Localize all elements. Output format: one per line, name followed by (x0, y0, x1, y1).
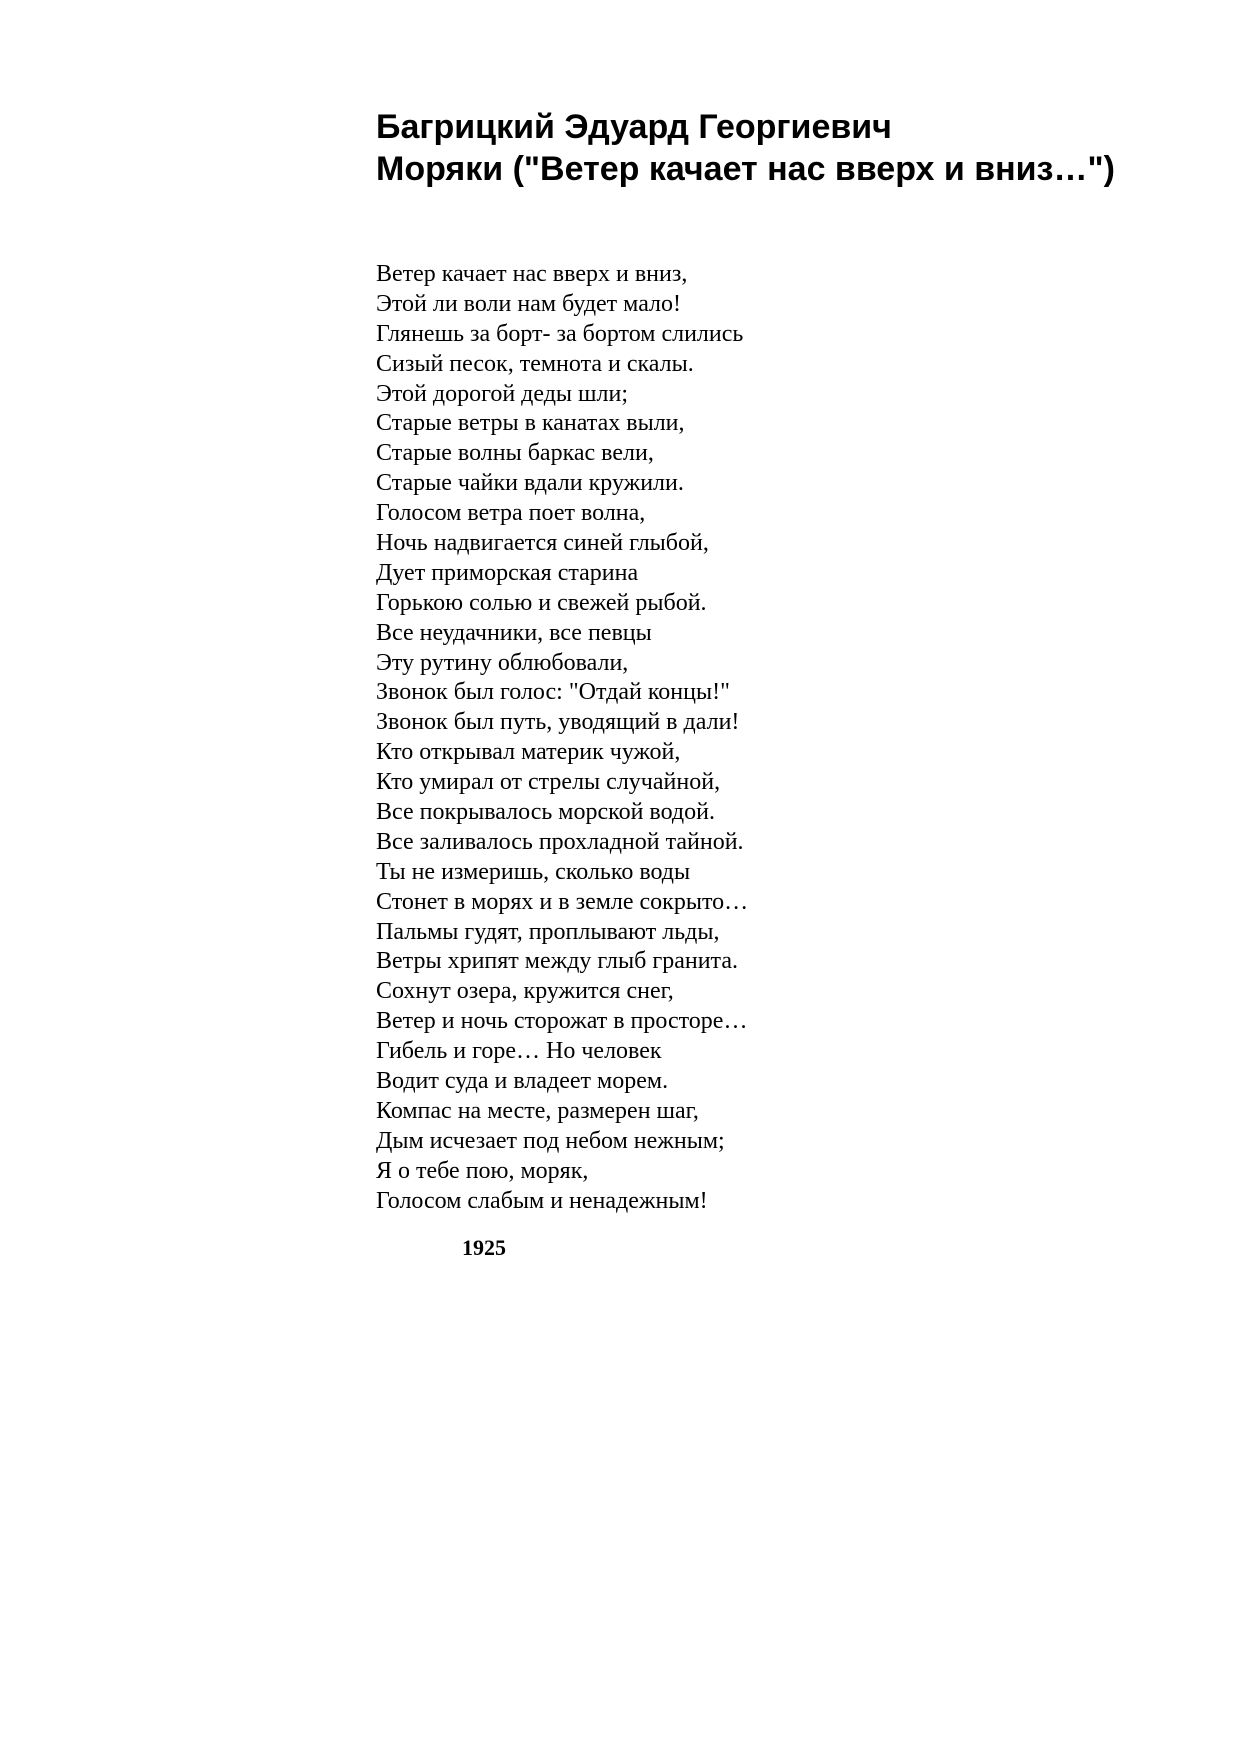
document-heading (318, 106, 1178, 190)
poem-line: Глянешь за борт- за бортом слились (376, 320, 744, 347)
poem-line: Ветры хрипят между глыб гранита. (376, 948, 738, 975)
poem-line: Звонок был путь, уводящий в дали! (376, 709, 740, 736)
poem-line: Ты не измеришь, сколько воды (376, 858, 691, 885)
poem-line: Я о тебе пою, моряк, (376, 1157, 589, 1184)
poem-line: Пальмы гудят, проплывают льды, (376, 918, 720, 945)
poem-line: Кто открывал материк чужой, (376, 739, 681, 766)
poem-line: Старые чайки вдали кружили. (376, 470, 684, 497)
poem-line: Кто умирал от стрелы случайной, (376, 769, 721, 796)
poem-line: Дует приморская старина (376, 559, 639, 586)
poem-line: Эту рутину облюбовали, (376, 649, 629, 676)
poem-line: Ночь надвигается синей глыбой, (376, 530, 709, 557)
poem-line: Дым исчезает под небом нежным; (376, 1127, 725, 1154)
poem-line: Голосом ветра поет волна, (376, 500, 646, 527)
poem-line: Ветер качает нас вверх и вниз, (376, 261, 688, 287)
poem-line: Голосом слабым и ненадежным! (376, 1187, 708, 1214)
poem-title: Моряки ("Ветер качает нас вверх и вниз…") (376, 150, 1115, 188)
poem-line: Старые ветры в канатах выли, (376, 410, 685, 437)
poem-line: Этой дорогой деды шли; (376, 380, 629, 407)
poem-line: Сизый песок, темнота и скалы. (376, 350, 694, 377)
poem-line: Компас на месте, размерен шаг, (376, 1097, 699, 1124)
poem-line: Старые волны баркас вели, (376, 440, 654, 467)
poem-line: Все покрывалось морской водой. (376, 799, 715, 826)
poem-line: Звонок был голос: "Отдай концы!" (376, 679, 730, 706)
poem-line: Водит суда и владеет морем. (376, 1068, 669, 1095)
poem-line: Стонет в морях и в земле сокрыто… (376, 888, 749, 915)
poem-line: Все заливалось прохладной тайной. (376, 828, 744, 855)
poem-line: Гибель и горе… Но человек (376, 1038, 662, 1065)
poem-line: Этой ли воли нам будет мало! (376, 290, 682, 317)
author-name: Багрицкий Эдуард Георгиевич (376, 108, 892, 146)
poem-line: Ветер и ночь сторожат в просторе… (376, 1008, 748, 1035)
poem-line: Сохнут озера, кружится снег, (376, 978, 674, 1005)
poem-line: Все неудачники, все певцы (376, 619, 652, 646)
poem-line: Горькою солью и свежей рыбой. (376, 589, 707, 616)
poem-year: 1925 (462, 1235, 506, 1260)
poem-text (376, 260, 748, 1217)
